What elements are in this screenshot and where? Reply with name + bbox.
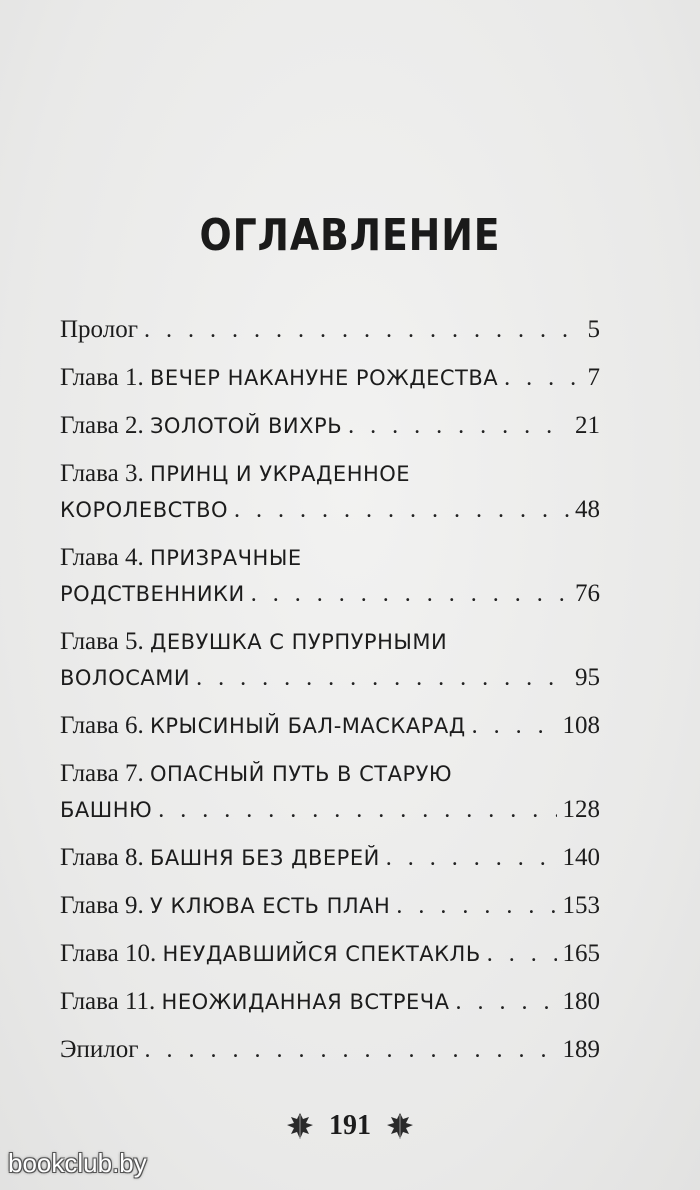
toc-entry-title: ВЕЧЕР НАКАНУНЕ РОЖДЕСТВА bbox=[149, 366, 499, 390]
toc-entry-page: 7 bbox=[587, 364, 600, 391]
toc-entry-label: Глава 4. bbox=[60, 544, 144, 571]
toc-entry-label: Глава 9. bbox=[60, 892, 144, 919]
toc-entry-title: БАШНЯ БЕЗ ДВЕРЕЙ bbox=[149, 846, 380, 870]
toc-entry-title-continued: БАШНЮ bbox=[60, 798, 153, 822]
dot-leader bbox=[251, 576, 569, 612]
toc-entry-label: Глава 2. bbox=[60, 412, 144, 439]
toc-entry-title: НЕОЖИДАННАЯ ВСТРЕЧА bbox=[161, 990, 450, 1014]
toc-entry-page: 153 bbox=[562, 892, 600, 919]
toc-entry-chapter-2[interactable] bbox=[60, 408, 600, 444]
toc-entry-label: Глава 1. bbox=[60, 364, 144, 391]
toc-entry-page: 189 bbox=[562, 1036, 600, 1063]
dot-leader bbox=[145, 1032, 557, 1068]
toc-entry-label: Глава 11. bbox=[60, 988, 156, 1015]
dot-leader bbox=[348, 408, 569, 444]
toc-entry-title-continued: РОДСТВЕННИКИ bbox=[60, 582, 245, 606]
toc-entry-chapter-6[interactable] bbox=[60, 708, 600, 744]
toc-entry-page: 21 bbox=[575, 412, 600, 439]
toc-entry-page: 128 bbox=[562, 796, 600, 823]
toc-entry-title: ЗОЛОТОЙ ВИХРЬ bbox=[149, 414, 343, 438]
toc-entry-page: 140 bbox=[562, 844, 600, 871]
toc-entry-label: Глава 8. bbox=[60, 844, 144, 871]
table-of-contents bbox=[60, 312, 600, 1080]
toc-entry-label: Глава 7. bbox=[60, 760, 144, 787]
dot-leader bbox=[158, 792, 556, 828]
holly-leaf-icon bbox=[285, 1111, 315, 1141]
toc-entry-chapter-3[interactable] bbox=[60, 456, 600, 528]
toc-entry-title: У КЛЮВА ЕСТЬ ПЛАН bbox=[149, 894, 391, 918]
toc-entry-title-continued: ВОЛОСАМИ bbox=[60, 666, 191, 690]
toc-entry-title: ДЕВУШКА С ПУРПУРНЫМИ bbox=[149, 630, 448, 654]
toc-entry-chapter-11[interactable] bbox=[60, 984, 600, 1020]
toc-entry-chapter-1[interactable] bbox=[60, 360, 600, 396]
toc-entry-page: 108 bbox=[562, 712, 600, 739]
toc-entry-title: ПРИНЦ И УКРАДЕННОЕ bbox=[149, 462, 411, 486]
holly-leaf-icon bbox=[385, 1111, 415, 1141]
dot-leader bbox=[456, 984, 557, 1020]
toc-entry-page: 95 bbox=[575, 664, 600, 691]
toc-entry-title: ПРИЗРАЧНЫЕ bbox=[149, 546, 302, 570]
page-number: 191 bbox=[329, 1110, 371, 1141]
dot-leader bbox=[472, 708, 557, 744]
toc-entry-chapter-7[interactable] bbox=[60, 756, 600, 828]
toc-entry-title-continued: КОРОЛЕВСТВО bbox=[60, 498, 229, 522]
toc-entry-chapter-9[interactable] bbox=[60, 888, 600, 924]
toc-entry-chapter-4[interactable] bbox=[60, 540, 600, 612]
toc-entry-label: Пролог bbox=[60, 316, 138, 343]
toc-entry-chapter-5[interactable] bbox=[60, 624, 600, 696]
toc-entry-label: Эпилог bbox=[60, 1036, 139, 1063]
dot-leader bbox=[396, 888, 556, 924]
toc-heading: ОГЛАВЛЕНИЕ bbox=[199, 210, 501, 261]
dot-leader bbox=[144, 312, 582, 348]
toc-entry-title: НЕУДАВШИЙСЯ СПЕКТАКЛЬ bbox=[162, 942, 481, 966]
toc-entry-page: 180 bbox=[562, 988, 600, 1015]
toc-entry-chapter-8[interactable] bbox=[60, 840, 600, 876]
toc-entry-page: 48 bbox=[575, 496, 600, 523]
toc-entry-title: ОПАСНЫЙ ПУТЬ В СТАРУЮ bbox=[149, 762, 453, 786]
toc-entry-page: 5 bbox=[587, 316, 600, 343]
toc-entry-label: Глава 6. bbox=[60, 712, 144, 739]
dot-leader bbox=[234, 492, 569, 528]
toc-entry-chapter-10[interactable] bbox=[60, 936, 600, 972]
toc-entry-title: КРЫСИНЫЙ БАЛ-МАСКАРАД bbox=[149, 714, 466, 738]
site-watermark: bookclub.by bbox=[8, 1148, 147, 1178]
dot-leader bbox=[196, 660, 569, 696]
toc-entry-prologue[interactable] bbox=[60, 312, 600, 348]
toc-entry-label: Глава 10. bbox=[60, 940, 157, 967]
toc-entry-epilogue[interactable] bbox=[60, 1032, 600, 1068]
dot-leader bbox=[487, 936, 557, 972]
dot-leader bbox=[504, 360, 581, 396]
toc-entry-page: 76 bbox=[575, 580, 600, 607]
page-footer bbox=[0, 1110, 700, 1142]
dot-leader bbox=[386, 840, 557, 876]
toc-entry-page: 165 bbox=[562, 940, 600, 967]
toc-entry-label: Глава 3. bbox=[60, 460, 144, 487]
toc-entry-label: Глава 5. bbox=[60, 628, 144, 655]
